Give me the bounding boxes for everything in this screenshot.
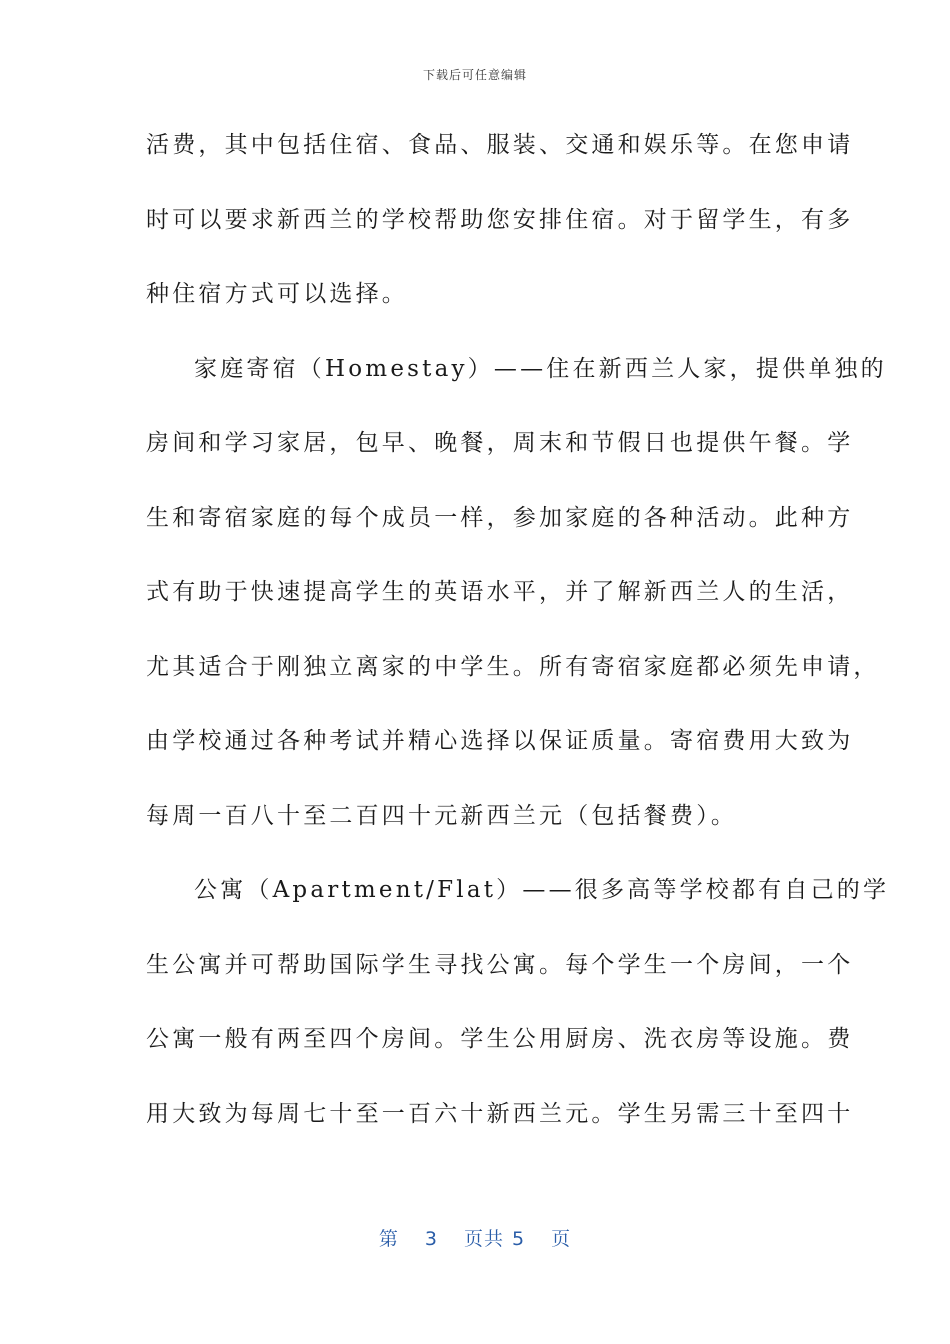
text-line: 种住宿方式可以选择。 <box>146 281 408 307</box>
text-line: 活费，其中包括住宿、食品、服装、交通和娱乐等。在您申请 <box>146 132 854 158</box>
page-header: 下载后可任意编辑 <box>422 68 527 82</box>
text-line: 生和寄宿家庭的每个成员一样，参加家庭的各种活动。此种方 <box>146 504 854 531</box>
text-line: 式有助于快速提高学生的英语水平，并了解新西兰人的生活， <box>146 579 854 605</box>
text-line: 家庭寄宿（Homestay）——住在新西兰人家，提供单独的 <box>194 355 887 382</box>
text-line: 尤其适合于刚独立离家的中学生。所有寄宿家庭都必须先申请， <box>146 653 880 680</box>
text-line: 公寓（Apartment/Flat）——很多高等学校都有自己的学 <box>194 877 890 903</box>
text-line: 时可以要求新西兰的学校帮助您安排住宿。对于留学生，有多 <box>146 206 854 233</box>
text-line: 生公寓并可帮助国际学生寻找公寓。每个学生一个房间，一个 <box>146 951 854 978</box>
text-line: 房间和学习家居，包早、晚餐，周末和节假日也提供午餐。学 <box>146 430 854 456</box>
document-body <box>146 118 890 1161</box>
footer-suffix: 页 <box>551 1228 572 1250</box>
current-page-number: 3 <box>424 1228 438 1250</box>
footer-prefix: 第 <box>378 1228 399 1250</box>
text-line: 用大致为每周七十至一百六十新西兰元。学生另需三十至四十 <box>146 1100 854 1127</box>
text-line: 由学校通过各种考试并精心选择以保证质量。寄宿费用大致为 <box>146 728 854 754</box>
total-pages-number: 5 <box>512 1228 526 1250</box>
text-line: 每周一百八十至二百四十元新西兰元（包括餐费）。 <box>146 802 738 829</box>
text-line: 公寓一般有两至四个房间。学生公用厨房、洗衣房等设施。费 <box>146 1026 854 1052</box>
page-footer <box>0 1224 950 1251</box>
footer-middle: 页共 <box>463 1228 504 1250</box>
